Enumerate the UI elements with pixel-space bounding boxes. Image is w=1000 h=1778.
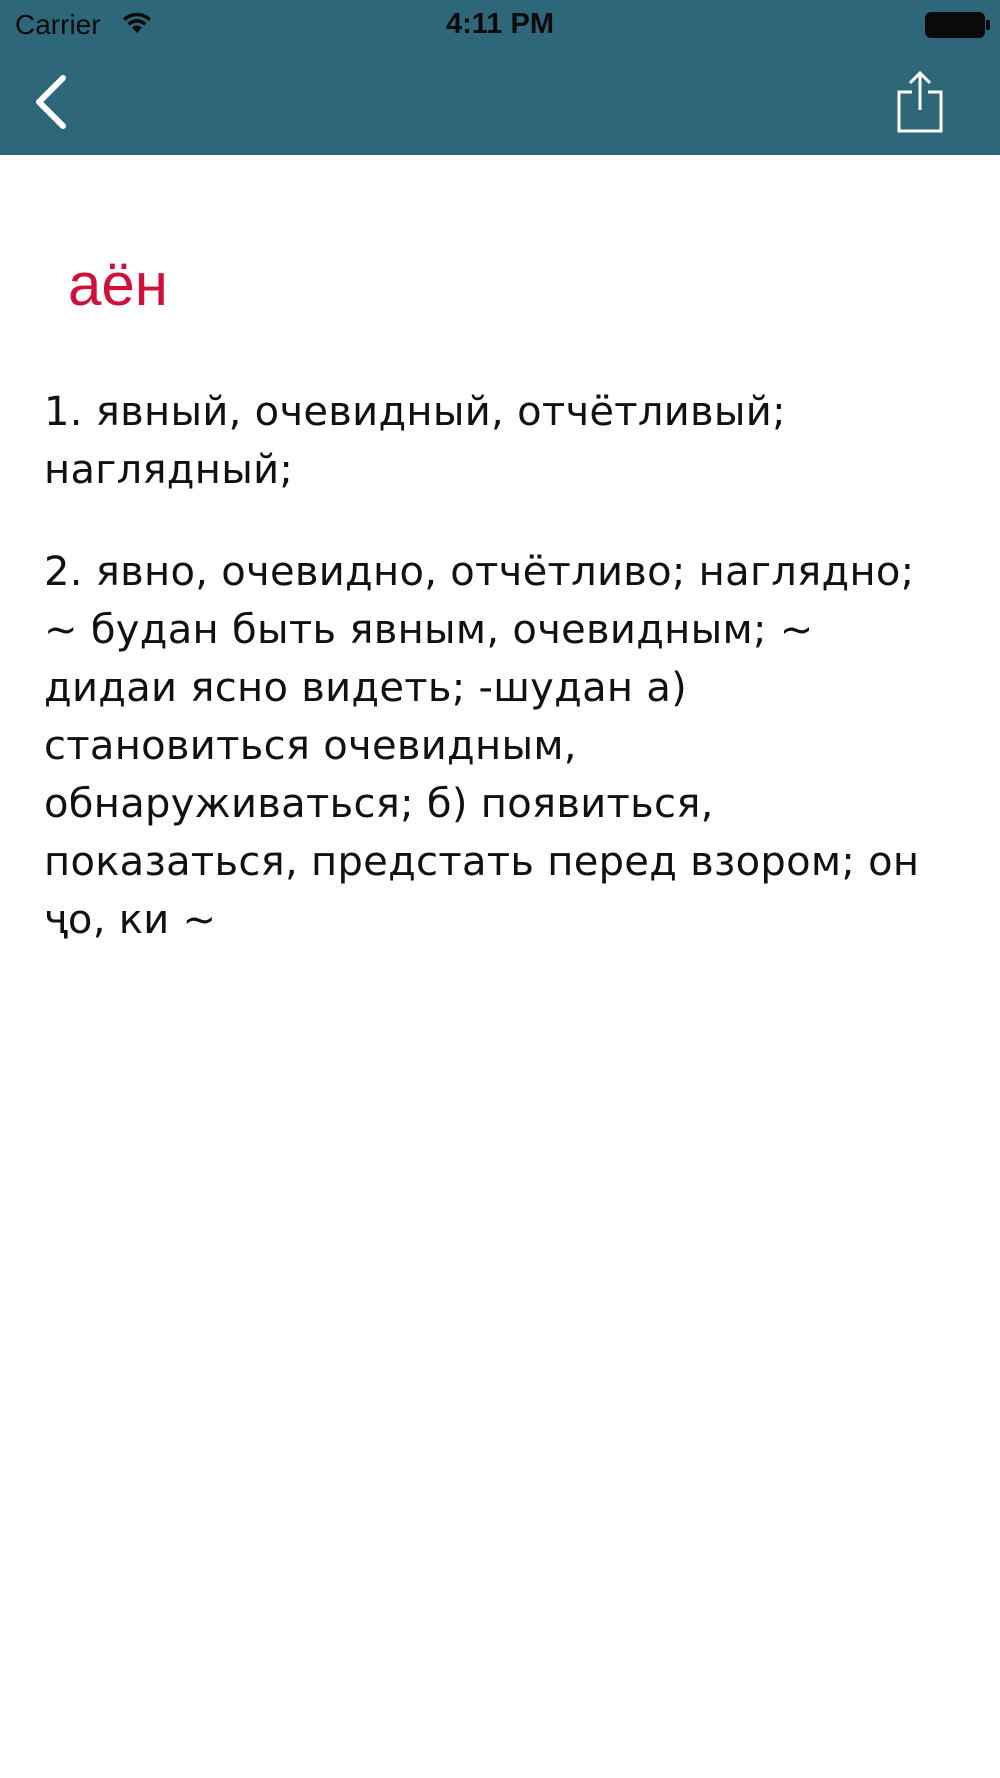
definition-1: 1. явный, очевидный, отчётливый; наглядный; — [44, 389, 786, 493]
top-bar — [0, 0, 1000, 155]
back-button[interactable] — [16, 66, 86, 138]
entry-content — [0, 155, 1000, 1778]
navigation-bar — [0, 50, 1000, 155]
share-icon — [895, 70, 945, 134]
status-time: 4:11 PM — [446, 8, 554, 40]
headword: аён — [68, 251, 168, 318]
chevron-left-icon — [31, 74, 71, 130]
definition-2: 2. явно, очевидно, отчётливо; наглядно; ~ будан быть явным, очевидным; ~ дидаи ясно видеть; -шудан а) становиться очевидным, обнаруживаться; б) появиться, показаться, предстать перед взором; он ҷо, ки ~ — [44, 549, 920, 943]
carrier-label: Carrier — [15, 9, 101, 40]
status-bar — [0, 0, 1000, 50]
share-button[interactable] — [880, 62, 960, 142]
battery-icon — [925, 11, 991, 39]
